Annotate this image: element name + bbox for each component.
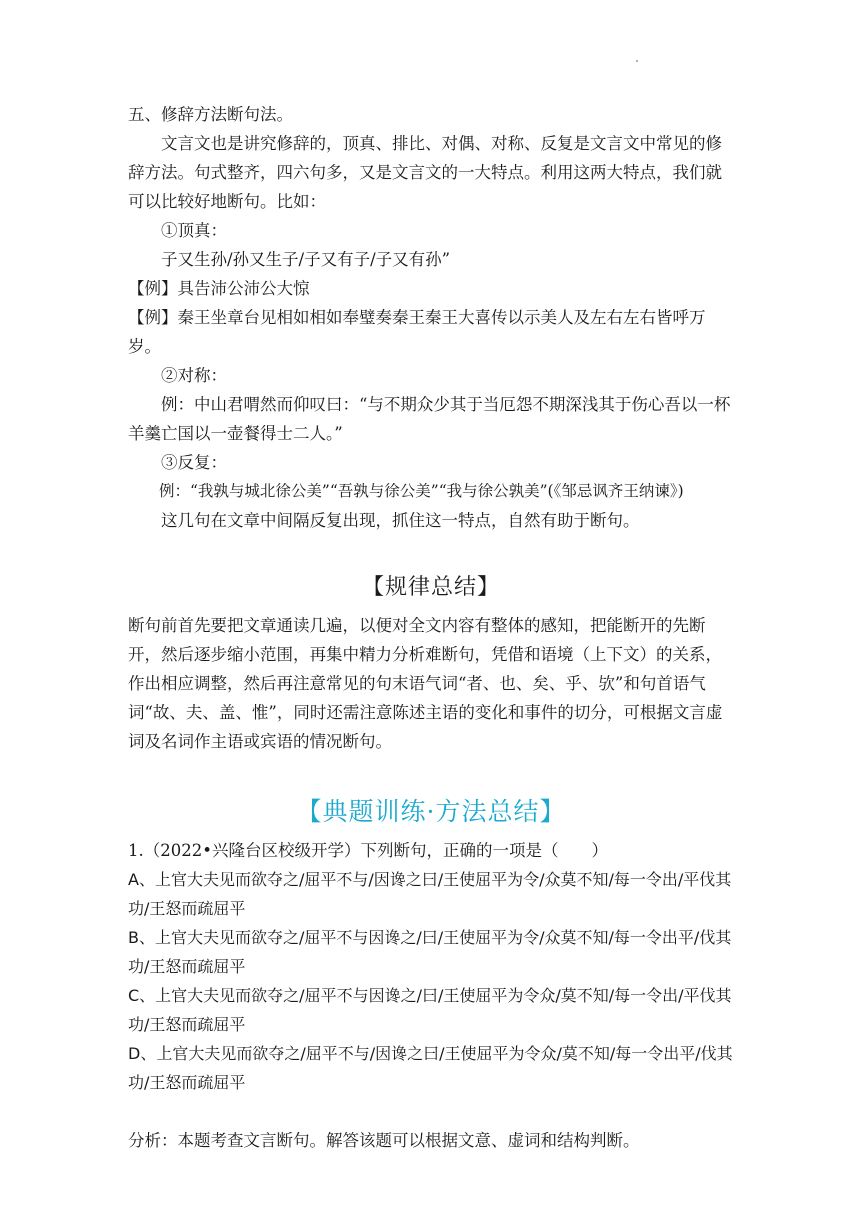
question-stem: 1.（2022•兴隆台区校级开学）下列断句，正确的一项是（ ）: [128, 841, 608, 860]
intro-paragraph: 文言文也是讲究修辞的，顶真、排比、对偶、对称、反复是文言文中常见的修辞方法。句式整齐，四六句多，又是文言文的一大特点。利用这两大特点，我们就可以比较好地断句。比如：: [128, 134, 722, 211]
item3-text: 例：“我孰与城北徐公美”“吾孰与徐公美”“我与徐公孰美”(《邹忌讽齐王纳谏》): [159, 482, 684, 500]
option-d: D、上官大夫见而欲夺之/屈平不与/因谗之曰/王使屈平为令众/莫不知/每一令出平/伐其功/王怒而疏屈平: [128, 1044, 733, 1092]
item2-label: ②对称：: [161, 366, 227, 385]
item2-text: 例：中山君喟然而仰叹曰：“与不期众少其于当厄怨不期深浅其于伤心吾以一杯羊羹亡国以一壶餐得士二人。”: [128, 395, 731, 443]
example1: 【例】具告沛公沛公大惊: [128, 279, 310, 298]
page-marker-dot: [636, 60, 638, 62]
item1-label: ①顶真：: [161, 221, 227, 240]
summary-paragraph: 断句前首先要把文章通读几遍，以便对全文内容有整体的感知，把能断开的先断开，然后逐步缩小范围，再集中精力分析难断句，凭借和语境（上下文）的关系，作出相应调整，然后再注意常见的句末语气词“者、也、矣、乎、欤”和句首语气词“故、夫、盖、惟”，同时还需注意陈述主语的变化和事件的切分，可根据文言虚词及名词作主语或宾语的情况断句。: [128, 616, 723, 751]
item3-label: ③反复：: [161, 453, 227, 472]
item1-text: 子又生孙/孙又生子/子又有子/子又有孙”: [161, 250, 451, 269]
example2: 【例】秦王坐章台见相如相如奉璧奏秦王秦王大喜传以示美人及左右左右皆呼万岁。: [128, 308, 706, 356]
option-a: A、上官大夫见而欲夺之/屈平不与/因谗之曰/王使屈平为令/众莫不知/每一令出/平伐其功/王怒而疏屈平: [128, 870, 732, 918]
document-body: [128, 100, 734, 1155]
option-b: B、上官大夫见而欲夺之/屈平不与因谗之/曰/王使屈平为令/众莫不知/每一令出平/伐其功/王怒而疏屈平: [128, 928, 732, 976]
analysis-text: 分析：本题考查文言断句。解答该题可以根据文意、虚词和结构判断。: [128, 1131, 640, 1150]
item3-note: 这几句在文章中间隔反复出现，抓住这一特点，自然有助于断句。: [161, 511, 640, 530]
practice-heading: 【典题训练·方法总结】: [296, 797, 566, 826]
summary-heading: 【规律总结】: [361, 575, 500, 600]
spacer: [128, 1097, 734, 1126]
option-c: C、上官大夫见而欲夺之/屈平不与因谗之/曰/王使屈平为令众/莫不知/每一令出/平伐其功/王怒而疏屈平: [128, 986, 732, 1034]
section-title: 五、修辞方法断句法。: [128, 105, 293, 124]
